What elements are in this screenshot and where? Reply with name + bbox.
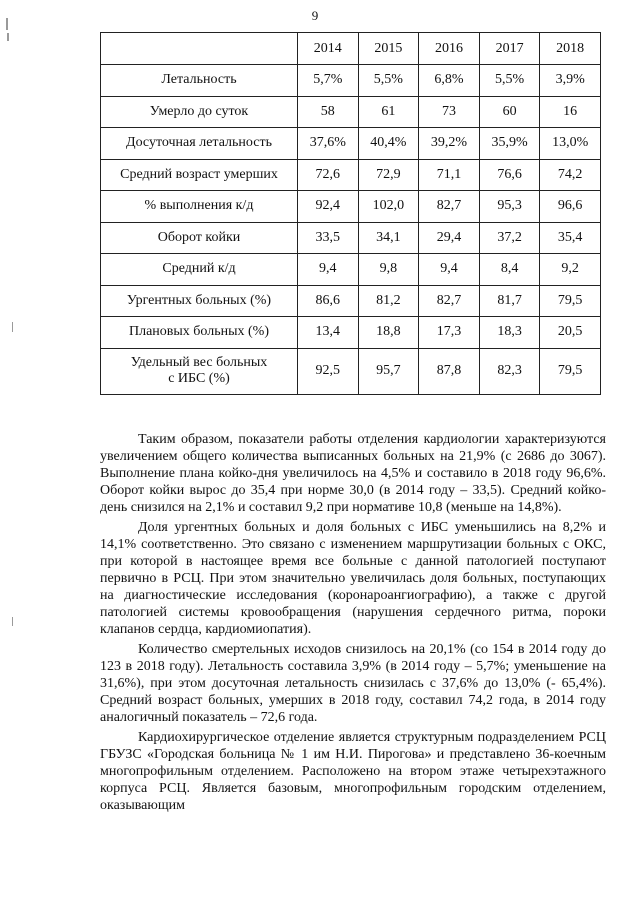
value-cell: 20,5: [540, 317, 601, 349]
table-row-planned-patients: [101, 317, 601, 349]
row-label: [101, 348, 298, 394]
paragraph: Кардиохирургическое отделение является структурным подразделением РСЦ ГБУЗС «Городская больница № 1 им Н.И. Пирогова» и представлено 36-коечным многопрофильным отделением. Расположено на втором этаже четырехэтажного корпуса РСЦ. Является базовым, многопрофильным городским отделением, оказывающим: [100, 730, 606, 813]
value-cell: 29,4: [419, 222, 480, 254]
row-label: Средний к/д: [101, 254, 298, 286]
value-cell: 82,7: [419, 191, 480, 223]
year-header: 2015: [358, 33, 419, 65]
value-cell: 40,4%: [358, 128, 419, 160]
value-cell: 33,5: [298, 222, 359, 254]
scan-mark: [7, 33, 9, 41]
value-cell: 9,8: [358, 254, 419, 286]
value-cell: 81,7: [479, 285, 540, 317]
value-cell: 9,4: [298, 254, 359, 286]
value-cell: 79,5: [540, 348, 601, 394]
row-label: Средний возраст умерших: [101, 159, 298, 191]
row-label: Умерло до суток: [101, 96, 298, 128]
value-cell: 18,8: [358, 317, 419, 349]
year-header: 2014: [298, 33, 359, 65]
table-row-average-age: [101, 159, 601, 191]
value-cell: 16: [540, 96, 601, 128]
scan-mark: [12, 617, 13, 626]
value-cell: 82,7: [419, 285, 480, 317]
value-cell: 92,5: [298, 348, 359, 394]
table-row-bed-day-plan: [101, 191, 601, 223]
row-label: Плановых больных (%): [101, 317, 298, 349]
value-cell: 17,3: [419, 317, 480, 349]
value-cell: 13,0%: [540, 128, 601, 160]
value-cell: 87,8: [419, 348, 480, 394]
table-row-early-mortality: [101, 128, 601, 160]
value-cell: 72,6: [298, 159, 359, 191]
value-cell: 71,1: [419, 159, 480, 191]
table-row-mortality: [101, 65, 601, 97]
row-label: Оборот койки: [101, 222, 298, 254]
value-cell: 34,1: [358, 222, 419, 254]
table-row-urgent-patients: [101, 285, 601, 317]
value-cell: 35,4: [540, 222, 601, 254]
value-cell: 73: [419, 96, 480, 128]
value-cell: 18,3: [479, 317, 540, 349]
year-header: 2018: [540, 33, 601, 65]
row-label: Досуточная летальность: [101, 128, 298, 160]
row-label-line: Удельный вес больных: [130, 355, 268, 370]
scan-mark: [6, 18, 8, 30]
table-row-died-within-day: [101, 96, 601, 128]
value-cell: 35,9%: [479, 128, 540, 160]
value-cell: 5,5%: [479, 65, 540, 97]
value-cell: 9,4: [419, 254, 480, 286]
value-cell: 58: [298, 96, 359, 128]
value-cell: 9,2: [540, 254, 601, 286]
table-header-row: [101, 33, 601, 65]
value-cell: 86,6: [298, 285, 359, 317]
value-cell: 79,5: [540, 285, 601, 317]
value-cell: 60: [479, 96, 540, 128]
table-row-average-bed-day: [101, 254, 601, 286]
value-cell: 96,6: [540, 191, 601, 223]
header-empty-cell: [101, 33, 298, 65]
paragraph: Количество смертельных исходов снизилось на 20,1% (со 154 в 2014 году до 123 в 2018 году). Летальность составила 3,9% (в 2014 году – 5,7%; уменьшение на 31,6%), при этом досуточная летальность снизилась с 37,6% до 13,0% (- 65,4%). Средний возраст больных, умерших в 2018 году, составил 74,2 года, в 2014 году аналогичный показатель – 72,6 года.: [100, 642, 606, 725]
body-text: [100, 431, 606, 817]
row-label-line: с ИБС (%): [168, 371, 230, 386]
value-cell: 95,7: [358, 348, 419, 394]
value-cell: 5,5%: [358, 65, 419, 97]
value-cell: 13,4: [298, 317, 359, 349]
value-cell: 61: [358, 96, 419, 128]
value-cell: 72,9: [358, 159, 419, 191]
row-label: Ургентных больных (%): [101, 285, 298, 317]
value-cell: 102,0: [358, 191, 419, 223]
paragraph: Таким образом, показатели работы отделения кардиологии характеризуются увеличением общего количества выписанных больных на 21,9% (с 2686 до 3067). Выполнение плана койко-дня увеличилось на 4,5% и составило в 2018 году 96,6%. Оборот койки вырос до 35,4 при норме 30,0 (в 2014 году – 33,5). Средний койко-день снизился на 2,1% и составил 9,2 при нормативе 10,8 (меньше на 14,8%).: [100, 432, 606, 515]
paragraph: Доля ургентных больных и доля больных с ИБС уменьшились на 8,2% и 14,1% соответственно. Это связано с изменением маршрутизации больных с ОКС, при которой в настоящее время все больные с данной патологией поступают первично в РСЦ. При этом значительно увеличилась доля больных, поступающих на диагностические исследования (коронароангиографию), а также с другой патологией системы кровообращения (нарушения сердечного ритма, пороки клапанов сердца, кардиомиопатия).: [100, 520, 606, 637]
year-header: 2016: [419, 33, 480, 65]
value-cell: 82,3: [479, 348, 540, 394]
value-cell: 6,8%: [419, 65, 480, 97]
table-row-bed-turnover: [101, 222, 601, 254]
value-cell: 76,6: [479, 159, 540, 191]
scan-mark: [12, 322, 13, 332]
row-label: % выполнения к/д: [101, 191, 298, 223]
value-cell: 92,4: [298, 191, 359, 223]
value-cell: 5,7%: [298, 65, 359, 97]
value-cell: 95,3: [479, 191, 540, 223]
value-cell: 8,4: [479, 254, 540, 286]
value-cell: 37,6%: [298, 128, 359, 160]
value-cell: 81,2: [358, 285, 419, 317]
value-cell: 3,9%: [540, 65, 601, 97]
statistics-table: [100, 32, 601, 395]
year-header: 2017: [479, 33, 540, 65]
row-label: Летальность: [101, 65, 298, 97]
value-cell: 37,2: [479, 222, 540, 254]
value-cell: 39,2%: [419, 128, 480, 160]
value-cell: 74,2: [540, 159, 601, 191]
page-number: 9: [311, 8, 319, 23]
table-row-ihd-share: [101, 348, 601, 394]
